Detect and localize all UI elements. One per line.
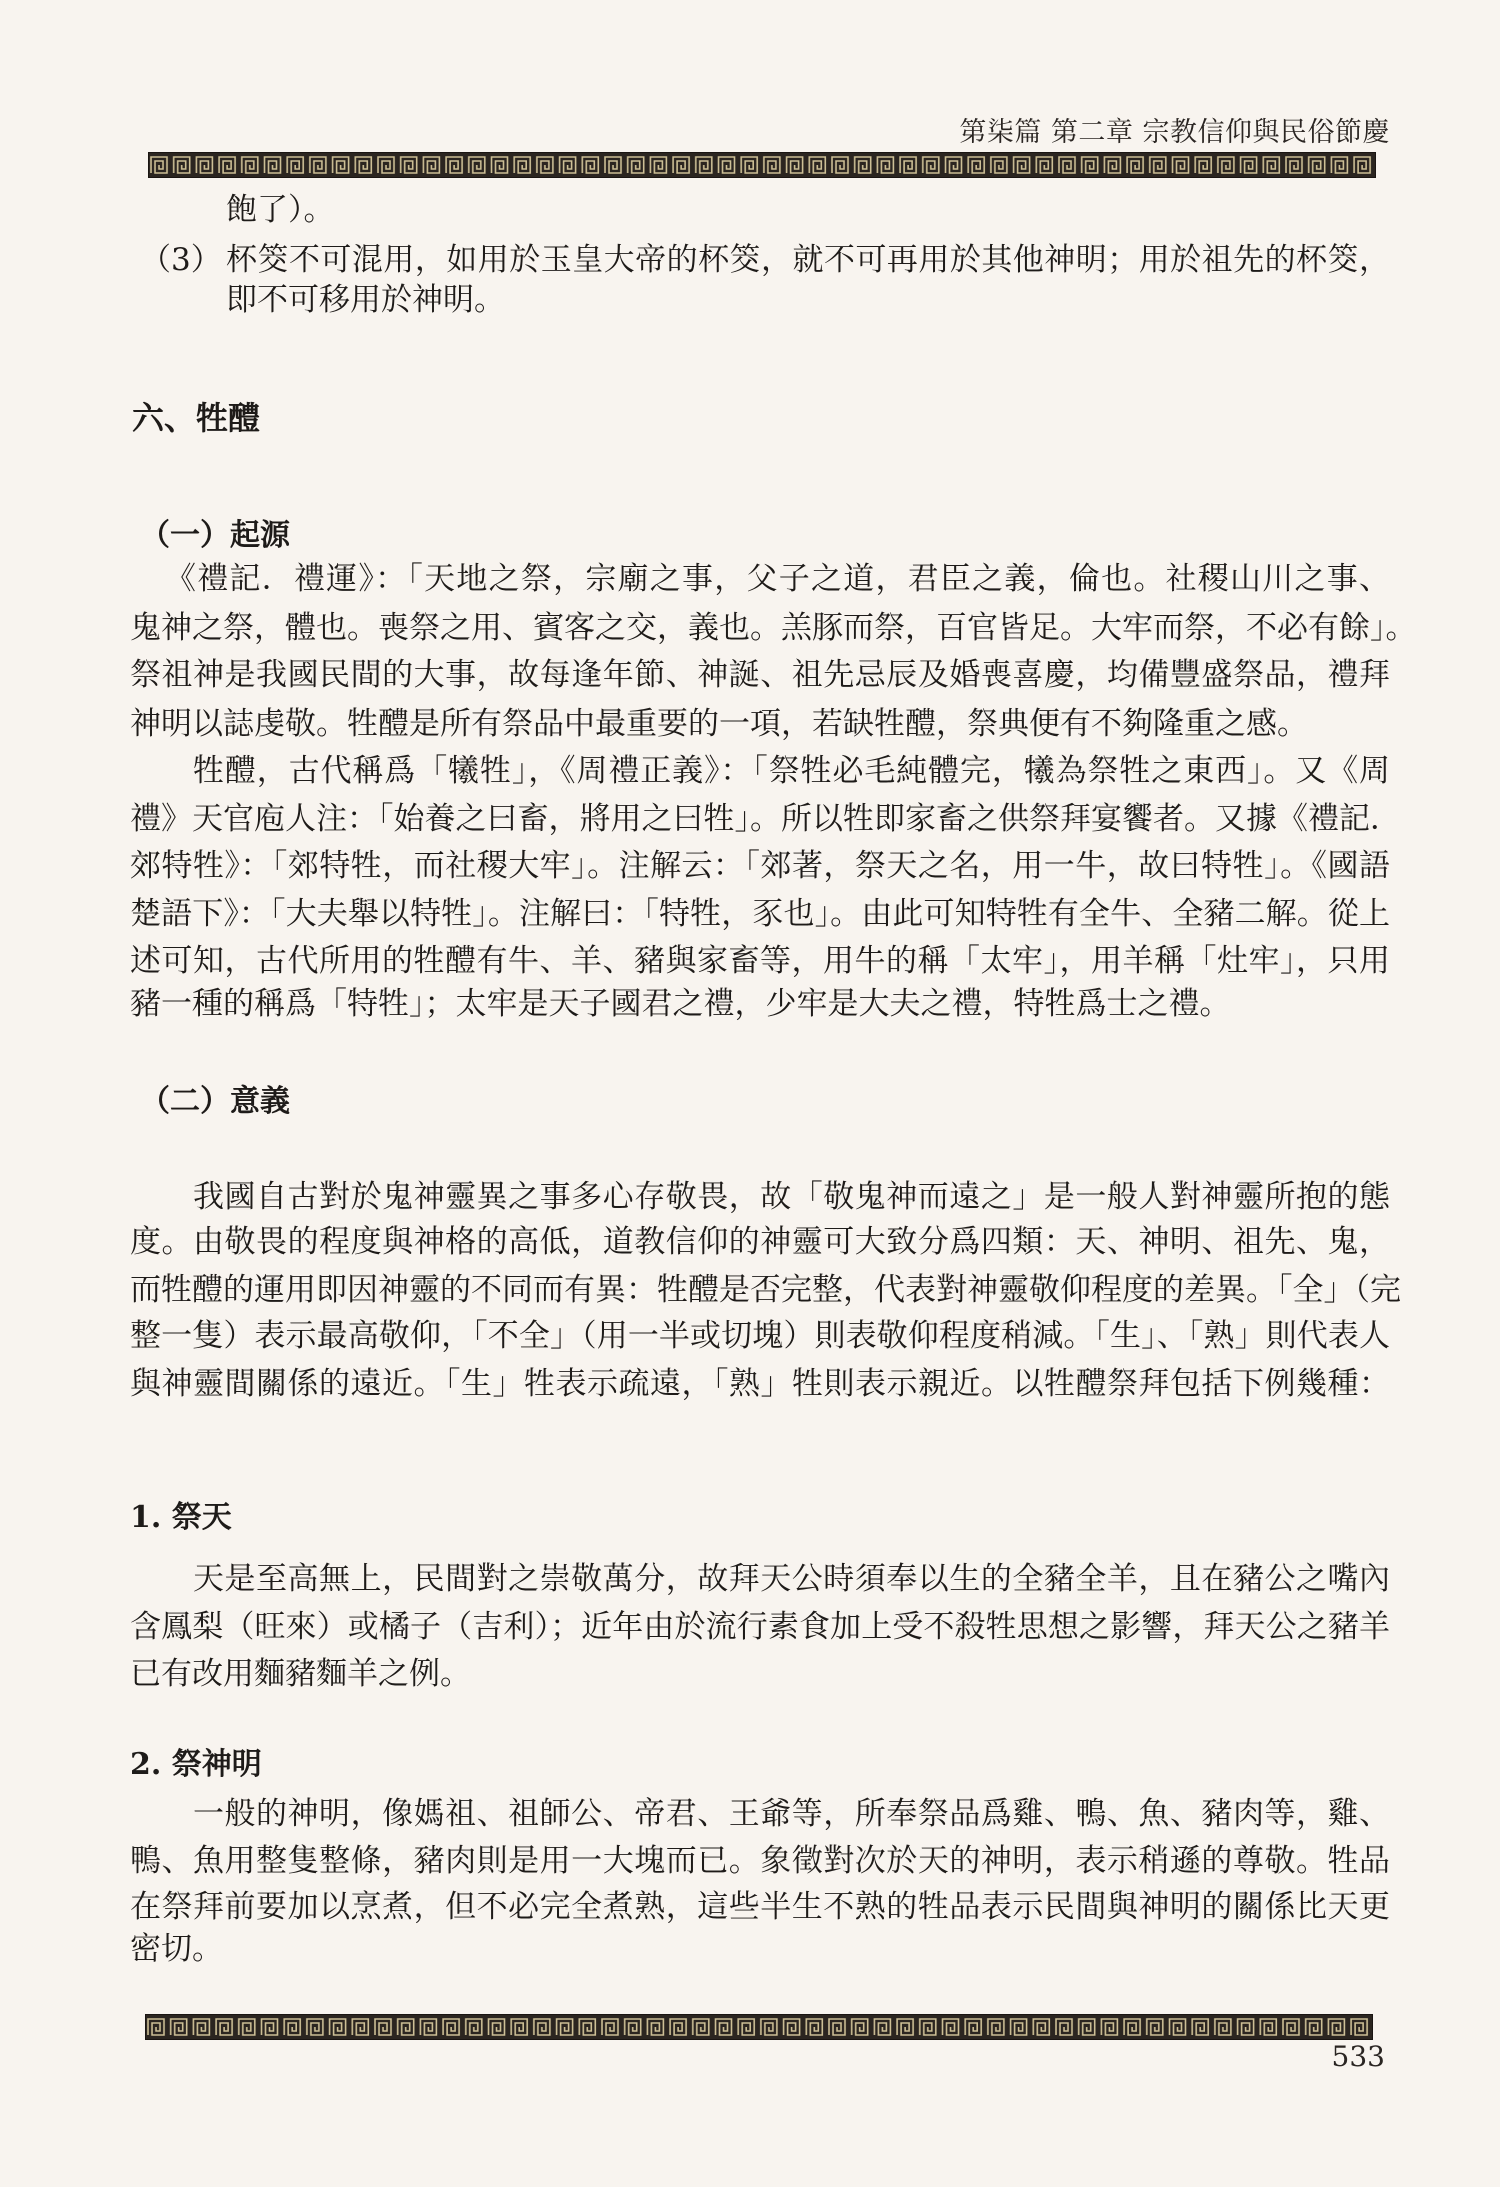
text-line: 一般的神明，像媽祖、祖師公、帝君、王爺等，所奉祭品爲雞、鴨、魚、豬肉等，雞、	[193, 1796, 1390, 1832]
text-line: 即不可移用於神明。	[226, 282, 505, 318]
text-line: 《禮記．禮運》：「天地之祭，宗廟之事，父子之道，君臣之義，倫也。社稷山川之事、	[165, 561, 1390, 597]
text-line: 飽了）。	[226, 192, 335, 228]
text-line: 神明以誌虔敬。牲醴是所有祭品中最重要的一項，若缺牲醴，祭典便有不夠隆重之感。	[130, 706, 1308, 742]
text-line: 密切。	[130, 1931, 223, 1967]
text-line: 鴨、魚用整隻整條，豬肉則是用一大塊而已。象徵對次於天的神明，表示稍遜的尊敬。牲品	[130, 1843, 1390, 1879]
text-line: 禮》天官庖人注：「始養之曰畜，將用之曰牲」。所以牲即家畜之供祭拜宴饗者。又據《禮記．	[130, 801, 1401, 837]
text-line: 牲醴，古代稱爲「犧牲」，《周禮正義》：「祭牲必毛純體完，犧為祭牲之東西」。又《周	[193, 753, 1390, 789]
section-title: 六、牲醴	[132, 399, 261, 437]
text-line: 度。由敬畏的程度與神格的高低，道教信仰的神靈可大致分爲四類：天、神明、祖先、鬼，	[130, 1224, 1390, 1260]
subsection-heading: （一）起源	[140, 518, 290, 553]
text-line: 天是至高無上，民間對之崇敬萬分，故拜天公時須奉以生的全豬全羊，且在豬公之嘴內	[193, 1561, 1390, 1597]
text-line: 我國自古對於鬼神靈異之事多心存敬畏，故「敬鬼神而遠之」是一般人對神靈所抱的態	[193, 1179, 1390, 1215]
item-heading: 2. 祭神明	[130, 1747, 262, 1782]
text-line: 整一隻）表示最高敬仰，「不全」（用一半或切塊）則表敬仰程度稍減。「生」、「熟」則代表人	[130, 1318, 1390, 1354]
text-line: 而牲醴的運用即因神靈的不同而有異：牲醴是否完整，代表對神靈敬仰程度的差異。「全」（完	[130, 1272, 1401, 1308]
text-line: 在祭拜前要加以烹煮，但不必完全煮熟，這些半生不熟的牲品表示民間與神明的關係比天更	[130, 1889, 1390, 1925]
item-heading: 1. 祭天	[130, 1500, 232, 1535]
text-line: 杯筊不可混用，如用於玉皇大帝的杯筊，就不可再用於其他神明；用於祖先的杯筊，	[226, 242, 1390, 278]
bottom-meander-border	[145, 2014, 1373, 2040]
text-line: 祭祖神是我國民間的大事，故每逢年節、神誕、祖先忌辰及婚喪喜慶，均備豐盛祭品，禮拜	[130, 657, 1390, 693]
top-meander-border	[148, 152, 1376, 178]
text-line: 已有改用麵豬麵羊之例。	[130, 1656, 471, 1692]
list-number: （3）	[140, 242, 222, 278]
text-line: 楚語下》：「大夫舉以特牲」。注解曰：「特牲，豕也」。由此可知特牲有全牛、全豬二解。從上	[130, 896, 1390, 932]
text-line: 豬一種的稱爲「特牲」；太牢是天子國君之禮，少牢是大夫之禮，特牲爲士之禮。	[130, 986, 1231, 1022]
page-number: 533	[1331, 2040, 1385, 2073]
text-line: 含鳳梨（旺來）或橘子（吉利）；近年由於流行素食加上受不殺牲思想之影響，拜天公之豬羊	[130, 1609, 1390, 1645]
text-line: 郊特牲》：「郊特牲，而社稷大牢」。注解云：「郊著，祭天之名，用一牛，故曰特牲」。《國語	[130, 848, 1390, 884]
text-line: 鬼神之祭，體也。喪祭之用、賓客之交，義也。羔豚而祭，百官皆足。大牢而祭，不必有餘」。	[130, 610, 1417, 646]
text-line: 與神靈間關係的遠近。「生」牲表示疏遠，「熟」牲則表示親近。以牲醴祭拜包括下例幾種：	[130, 1366, 1390, 1402]
subsection-heading: （二）意義	[140, 1084, 290, 1119]
text-line: 述可知，古代所用的牲醴有牛、羊、豬與家畜等，用牛的稱「太牢」，用羊稱「灶牢」，只用	[130, 943, 1390, 979]
running-header: 第柒篇 第二章 宗教信仰與民俗節慶	[959, 117, 1390, 148]
